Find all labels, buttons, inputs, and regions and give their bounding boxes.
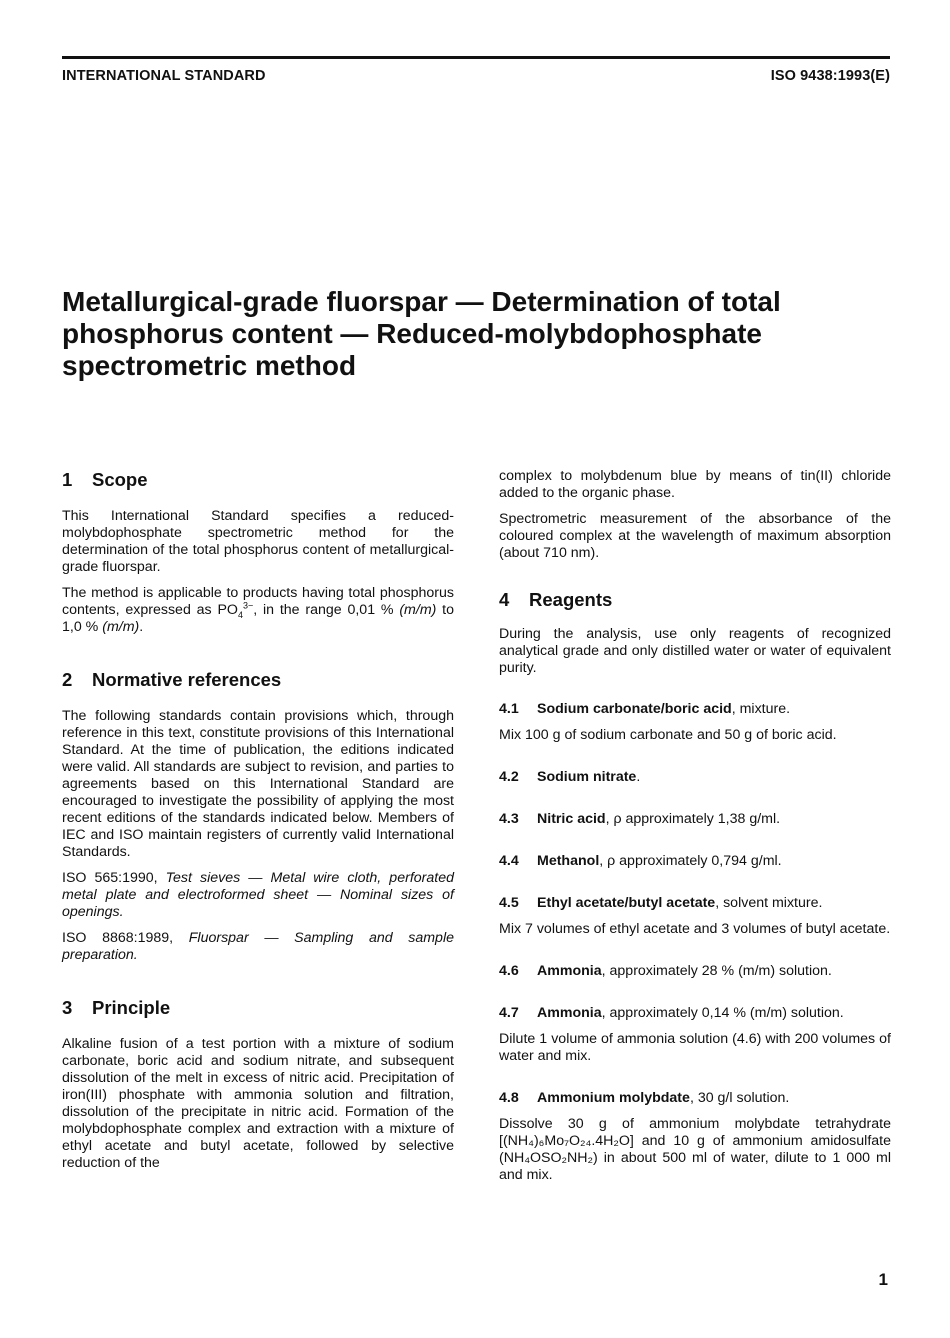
reference-iso-8868: ISO 8868:1989, Fluorspar — Sampling and sample preparation.	[62, 930, 454, 963]
right-column	[499, 468, 891, 1184]
title-line-1: Metallurgical-grade fluorspar — Determination of total	[62, 286, 781, 317]
section-heading-principle: 3 Principle	[62, 997, 171, 1018]
section-heading-reagents: 4 Reagents	[499, 589, 613, 610]
reagent-item: 4.2 Sodium nitrate.	[499, 769, 641, 785]
reagent-item: 4.8 Ammonium molybdate, 30 g/l solution.	[499, 1090, 790, 1106]
scope-paragraph-2: The method is applicable to products having total phosphorus contents, expressed as $PO_4^{3-}$, in the range 0,01 % (m/m) to 1,0 % (m/m).	[62, 585, 455, 635]
reagent-item: 4.7 Ammonia, approximately 0,14 % (m/m) solution.	[499, 1005, 844, 1021]
document-number: ISO 9438:1993(E)	[770, 68, 890, 84]
normrefs-paragraph: The following standards contain provisions which, through reference in this text, constitute provisions of this International Standard. At the time of publication, the editions indicated were valid. All standards are subject to revision, and parties to agreements based on this International Standard are encouraged to investigate the possibility of applying the most recent editions of the standards indicated below. Members of IEC and ISO maintain registers of currently valid International Standards.	[62, 708, 454, 860]
title-line-3: spectrometric method	[62, 350, 357, 381]
reagent-item: 4.6 Ammonia, approximately 28 % (m/m) solution.	[499, 963, 832, 979]
left-column	[62, 468, 454, 1172]
document-type: INTERNATIONAL STANDARD	[62, 68, 266, 84]
reagents-intro: During the analysis, use only reagents of recognized analytical grade and only distilled water or water of equivalent purity.	[499, 626, 891, 676]
reagent-item: 4.1 Sodium carbonate/boric acid, mixture.	[499, 701, 791, 717]
principle-paragraph: Alkaline fusion of a test portion with a mixture of sodium carbonate, boric acid and sodium nitrate, and subsequent dissolution of the melt in excess of nitric acid. Precipitation of iron(III) phosphate with ammonia solution and filtration, dissolution of the precipitate in nitric acid. Formation of the molybdophosphate complex and extraction with a mixture of ethyl acetate and butyl acetate, followed by selective reduction of the	[62, 1036, 454, 1171]
reagent-description: Dissolve 30 g of ammonium molybdate tetrahydrate [(NH₄)₆Mo₇O₂₄.4H₂O] and 10 g of ammonium amidosulfate (NH₄OSO₂NH₂) in about 500 ml of water, dilute to 1 000 ml and mix.	[499, 1116, 891, 1183]
reagent-list	[499, 701, 891, 1184]
header-rule	[62, 56, 890, 59]
reagent-description: Dilute 1 volume of ammonia solution (4.6) with 200 volumes of water and mix.	[499, 1031, 891, 1064]
reagent-item: 4.4 Methanol, ρ approximately 0,794 g/ml.	[499, 853, 782, 869]
reagent-item: 4.3 Nitric acid, ρ approximately 1,38 g/ml.	[499, 811, 781, 827]
reference-iso-565: ISO 565:1990, Test sieves — Metal wire cloth, perforated metal plate and electroformed sheet — Nominal sizes of openings.	[62, 870, 454, 920]
principle-paragraph-2: Spectrometric measurement of the absorbance of the coloured complex at the wavelength of maximum absorption (about 710 nm).	[499, 511, 891, 561]
document-title	[62, 286, 892, 382]
reagent-description: Mix 100 g of sodium carbonate and 50 g of boric acid.	[499, 727, 837, 743]
principle-paragraph-continued: complex to molybdenum blue by means of tin(II) chloride added to the organic phase.	[499, 468, 891, 501]
page-number: 1	[878, 1270, 888, 1289]
title-line-2: phosphorus content — Reduced-molybdophosphate	[62, 318, 762, 349]
reagent-item: 4.5 Ethyl acetate/butyl acetate, solvent mixture.	[499, 895, 823, 911]
section-heading-normative-references: 2 Normative references	[62, 669, 282, 690]
section-heading-scope: 1 Scope	[62, 469, 148, 490]
reagent-description: Mix 7 volumes of ethyl acetate and 3 volumes of butyl acetate.	[499, 921, 891, 937]
scope-paragraph-1: This International Standard specifies a reduced-molybdophosphate spectrometric method for the determination of the total phosphorus content of metallurgical-grade fluorspar.	[62, 508, 454, 575]
